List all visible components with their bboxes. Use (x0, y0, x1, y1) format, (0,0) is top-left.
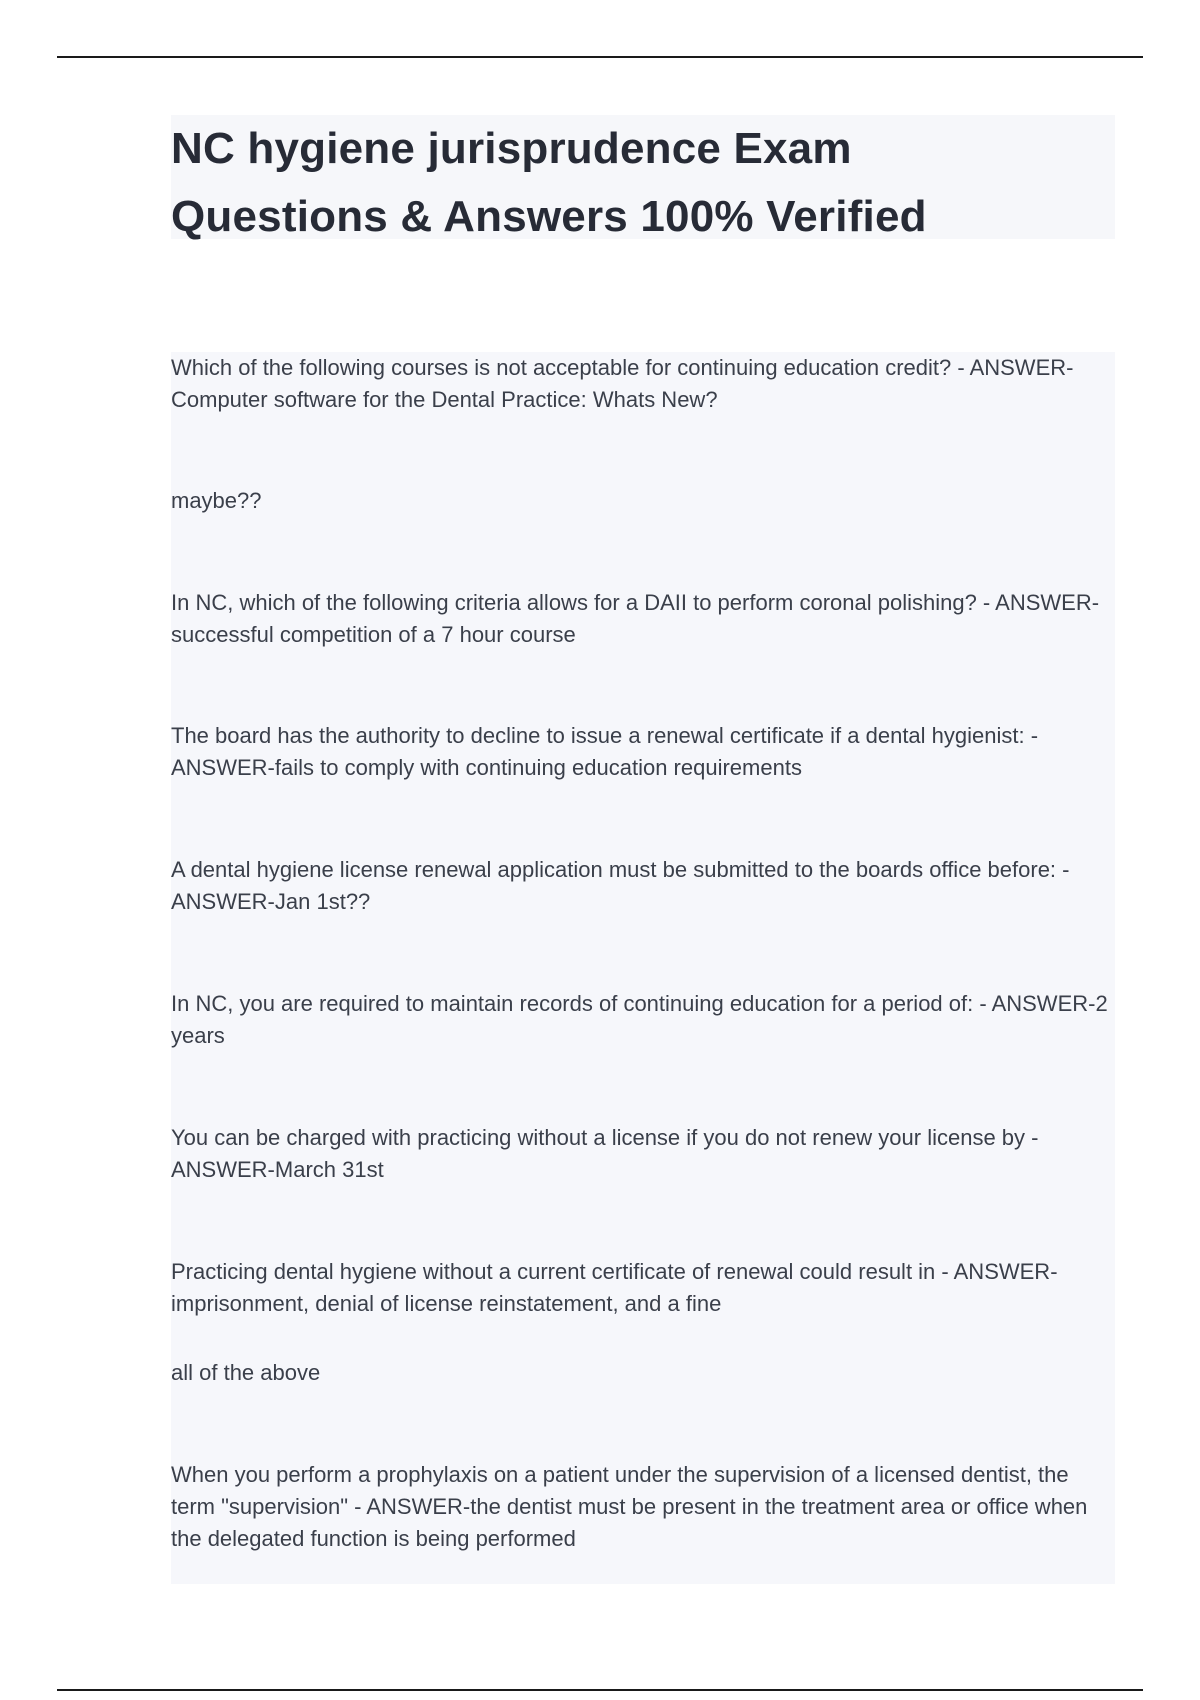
document-title (171, 115, 1115, 251)
top-divider (57, 56, 1143, 58)
qa-paragraph-3: In NC, which of the following criteria allows for a DAII to perform coronal polishing? - ANSWER-successful competition of a 7 hour course (171, 590, 1100, 647)
bottom-divider (57, 1689, 1143, 1691)
qa-paragraph-8: Practicing dental hygiene without a current certificate of renewal could result in - ANSWER-imprisonment, denial of license reinstatement, and a fine (171, 1259, 1058, 1316)
qa-paragraph-5: A dental hygiene license renewal application must be submitted to the boards office before: - ANSWER-Jan 1st?? (171, 857, 1070, 914)
qa-paragraph-10: When you perform a prophylaxis on a patient under the supervision of a licensed dentist, the term "supervision" - ANSWER-the dentist must be present in the treatment area or office when the delegated function is being performed (171, 1462, 1088, 1551)
qa-paragraph-9: all of the above (171, 1360, 321, 1385)
qa-paragraph-1: Which of the following courses is not acceptable for continuing education credit? - ANSWER-Computer software for the Dental Practice: Whats New? (171, 355, 1074, 412)
title-line-1: NC hygiene jurisprudence Exam (171, 124, 852, 173)
title-block (171, 115, 1115, 239)
qa-paragraph-2: maybe?? (171, 488, 262, 513)
title-line-2: Questions & Answers 100% Verified (171, 192, 927, 241)
qa-paragraph-4: The board has the authority to decline to issue a renewal certificate if a dental hygienist: - ANSWER-fails to comply with continuing education requirements (171, 723, 1039, 780)
qa-content (171, 352, 1115, 1584)
qa-paragraph-6: In NC, you are required to maintain records of continuing education for a period of: - ANSWER-2 years (171, 991, 1108, 1048)
qa-paragraph-7: You can be charged with practicing without a license if you do not renew your license by - ANSWER-March 31st (171, 1125, 1039, 1182)
